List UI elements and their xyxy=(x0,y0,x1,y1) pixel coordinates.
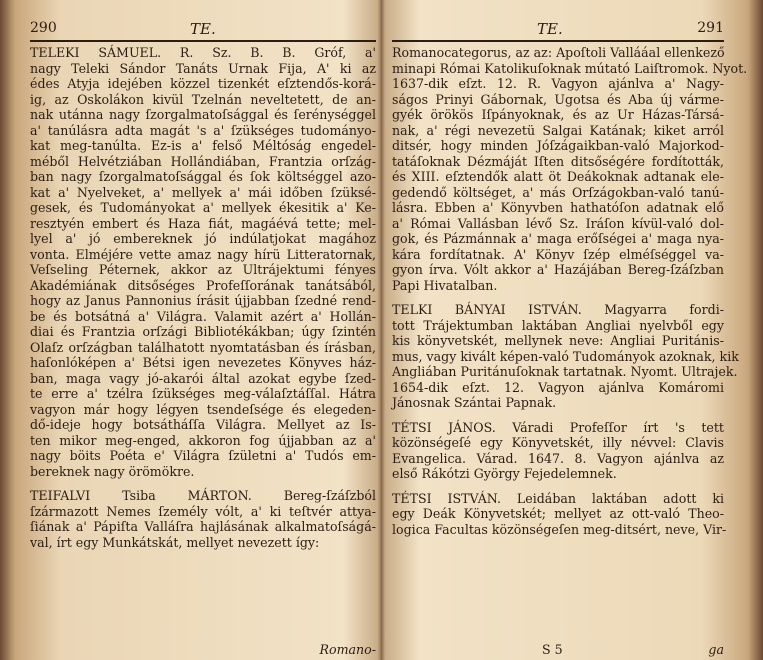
text-line: ten mikor meg-enged, akkoron fog újjabban az a' xyxy=(30,432,376,448)
text-line: nak utánna nagy ſzorgalmatoſsággal és ſerénységgel xyxy=(30,107,376,122)
text-line: gedendő költséget, a' más Orſzágokban-való tanú- xyxy=(392,184,724,200)
text-line: gyon írva. Vólt akkor a' Hazájában Bereg-ſzáſzban xyxy=(392,262,724,277)
text-line: logica Facultas közönségeſen meg-ditsért, neve, Vir- xyxy=(392,521,727,537)
text-line: nagy böits Poéta e' Világra ſzületni a' Tudós em- xyxy=(30,448,376,463)
entry-gap xyxy=(392,411,730,420)
right-text-block xyxy=(392,45,748,537)
text-line: TEIFALVI Tsiba MÁRTON. Bereg-ſzáſzból xyxy=(30,488,376,503)
text-line: mus, vagy kivált képen-való Tudományok azoknak, kik xyxy=(392,348,739,364)
entry-gap xyxy=(392,482,730,491)
text-line: első Rákótzi György Fejedelemnek. xyxy=(392,466,617,481)
text-line: Romanocategorus, az az: Apoſtoli Vallááal ellenkező xyxy=(392,45,725,60)
text-line: be és botsátná a' Világra. Valamit azért a' Hollán- xyxy=(30,308,376,324)
catchword: Romano- xyxy=(319,642,376,657)
text-line: a' Római Vallásban lévő Sz. Iráſon kívül-való dol- xyxy=(392,215,724,231)
text-line: ságos Prinyi Gábornak, Ugotsa és Aba új várme- xyxy=(392,91,724,107)
text-line: Veſseling Péternek, akkor az Ultrájektumi fényes xyxy=(30,262,376,277)
text-line: a' tanúlásra adta magát 's a' ſzükséges tudományo- xyxy=(30,122,376,138)
running-head xyxy=(392,18,730,40)
text-line: kat meg-tanúlta. Ez-is a' felső Méltóság engedel- xyxy=(30,138,376,153)
text-line: gyék örökös Iſpányoknak, és az Ur Házas-Társá- xyxy=(392,107,724,122)
text-line: kára fordítatnak. A' Könyv ſzép elméſséggel va- xyxy=(392,246,724,262)
catchword: ga xyxy=(708,642,724,657)
text-line: ban nagy ſzorgalmatoſsággal és ſok költséggel azo- xyxy=(30,169,376,184)
text-line: 1637-dik eſzt. 12. R. Vagyon ajánlva a' Nagy- xyxy=(392,76,724,91)
head-rule xyxy=(30,40,376,42)
running-head-word: TE. xyxy=(190,20,216,38)
text-line: ig, az Oskolákon kivül Tzelnán neveltetett, de an- xyxy=(30,91,376,107)
text-line: diai és Frantzia orſzági Bibliotékákban; úgy ſzintén xyxy=(30,324,376,339)
head-rule xyxy=(392,40,724,42)
text-line: te erre a' tzélra ſzükséges meg-válaſztáſſal. Hátra xyxy=(30,386,376,401)
text-line: TELEKI SÁMUEL. R. Sz. B. B. Gróf, a' xyxy=(30,45,376,60)
text-line: Evangelica. Várad. 1647. 8. Vagyon ajánlva az xyxy=(392,450,724,466)
text-line: ban, maga vagy jó-akarói által azokat egybe ſzed- xyxy=(30,370,376,386)
text-line: Papi Hivatalban. xyxy=(392,277,498,293)
text-line: egy Deák Könyvetskét; mellyet az ott-való Theo- xyxy=(392,506,724,521)
text-line: Olaſz orſzágban találhatott nyomtatásban és írásban, xyxy=(30,339,376,355)
left-page xyxy=(30,18,382,657)
text-line: ſzármazott Nemes ſzemély vólt, a' ki teſtvér attya- xyxy=(30,503,376,519)
text-line: lásra. Ebben a' Könyvben hathatóſon adatnak elő xyxy=(392,200,724,215)
text-line: val, írt egy Munkátskát, mellyet nevezett így: xyxy=(30,534,320,550)
text-line: Angliában Puritánuſoknak tartatnak. Nyomt. Ultrajek. xyxy=(392,364,738,379)
text-line: édes Atyja idejében közzel tizenkét eſztendős-korá- xyxy=(30,76,376,91)
text-line: gesek, és Tudományokat a' mellyek ékesitik a' Ke- xyxy=(30,200,376,215)
text-line: nagy Teleki Sándor Tanáts Urnak Fija, A' ki az xyxy=(30,60,376,76)
text-line: és XIII. eſztendők alatt öt Deákoknak adtanak ele- xyxy=(392,169,724,184)
text-line: kat a' Nyelveket, a' mellyek a' mái időben ſzüksé- xyxy=(30,184,376,200)
text-line: 1654-dik eſzt. 12. Vagyon ajánlva Komáromi xyxy=(392,379,724,395)
text-line: TÉTSI JÁNOS. Váradi Profeſſor írt 's tett xyxy=(392,419,724,435)
text-line: Jánosnak Szántai Papnak. xyxy=(392,395,557,410)
text-line: resztyén embert és Haza fiát, magáévá tette; mel- xyxy=(30,215,376,231)
text-line: tatáſoknak Dézmáját Iſten ditsőségére fordították, xyxy=(392,153,724,169)
text-line: kis könyvetskét, mellynek neve: Angliai Puritánis- xyxy=(392,333,724,348)
entry-gap xyxy=(30,479,382,488)
text-line: bereknek nagy örömökre. xyxy=(30,463,195,479)
text-line: méből Helvétziában Hollándiában, Frantzia orſzág- xyxy=(30,153,376,169)
text-line: gok, és Pázmánnak a' maga erőſségei a' maga nya- xyxy=(392,231,724,246)
text-line: vonta. Elméjére vette amaz nagy hírü Litteratornak, xyxy=(30,246,376,262)
text-line: haſonlóképen a' Bétsi igen nevezetes Könyves ház- xyxy=(30,355,376,370)
text-line: minapi Római Katolikuſoknak mútató Laiſtromok. Nyot. xyxy=(392,60,748,76)
entry-gap xyxy=(392,293,730,302)
text-line: hogy az Janus Pannonius írásit újjabban ſzedné rend- xyxy=(30,293,376,308)
text-line: ditsér, hogy minden Jóſzágaikban-való Majorkod- xyxy=(392,138,724,153)
left-text-block xyxy=(30,45,382,550)
text-line: nak, a' régi nevezetü Salgai Katának; kiket arról xyxy=(392,122,724,138)
right-page xyxy=(392,18,748,657)
text-line: ſiának a' Pápiſta Valláſra hajlásának alkalmatoſságá- xyxy=(30,519,376,534)
page-number: 290 xyxy=(30,20,57,36)
signature-mark: S 5 xyxy=(542,642,563,657)
text-line: Akadémiának ditsőséges Profeſſorának tanátsából, xyxy=(30,277,376,293)
running-head xyxy=(30,18,382,40)
text-line: TÉTSI ISTVÁN. Leidában laktában adott ki xyxy=(392,490,724,506)
text-line: vagyon már hogy légyen tsendeſsége és elegeden- xyxy=(30,401,376,417)
text-line: közönségeſé egy Könyvetskét, illy névvel: Clavis xyxy=(392,435,724,450)
running-head-word: TE. xyxy=(537,20,563,38)
text-line: tott Trájektumban laktában Angliai nyelvből egy xyxy=(392,317,724,333)
text-line: dő-ideje hogy botsátháſſa Világra. Mellyet az Is- xyxy=(30,417,376,432)
text-line: lyel a' jó embereknek jó indúlatjokat magához xyxy=(30,231,376,246)
page-number: 291 xyxy=(697,20,724,36)
text-line: TELKI BÁNYAI ISTVÁN. Magyarra fordi- xyxy=(392,302,724,317)
